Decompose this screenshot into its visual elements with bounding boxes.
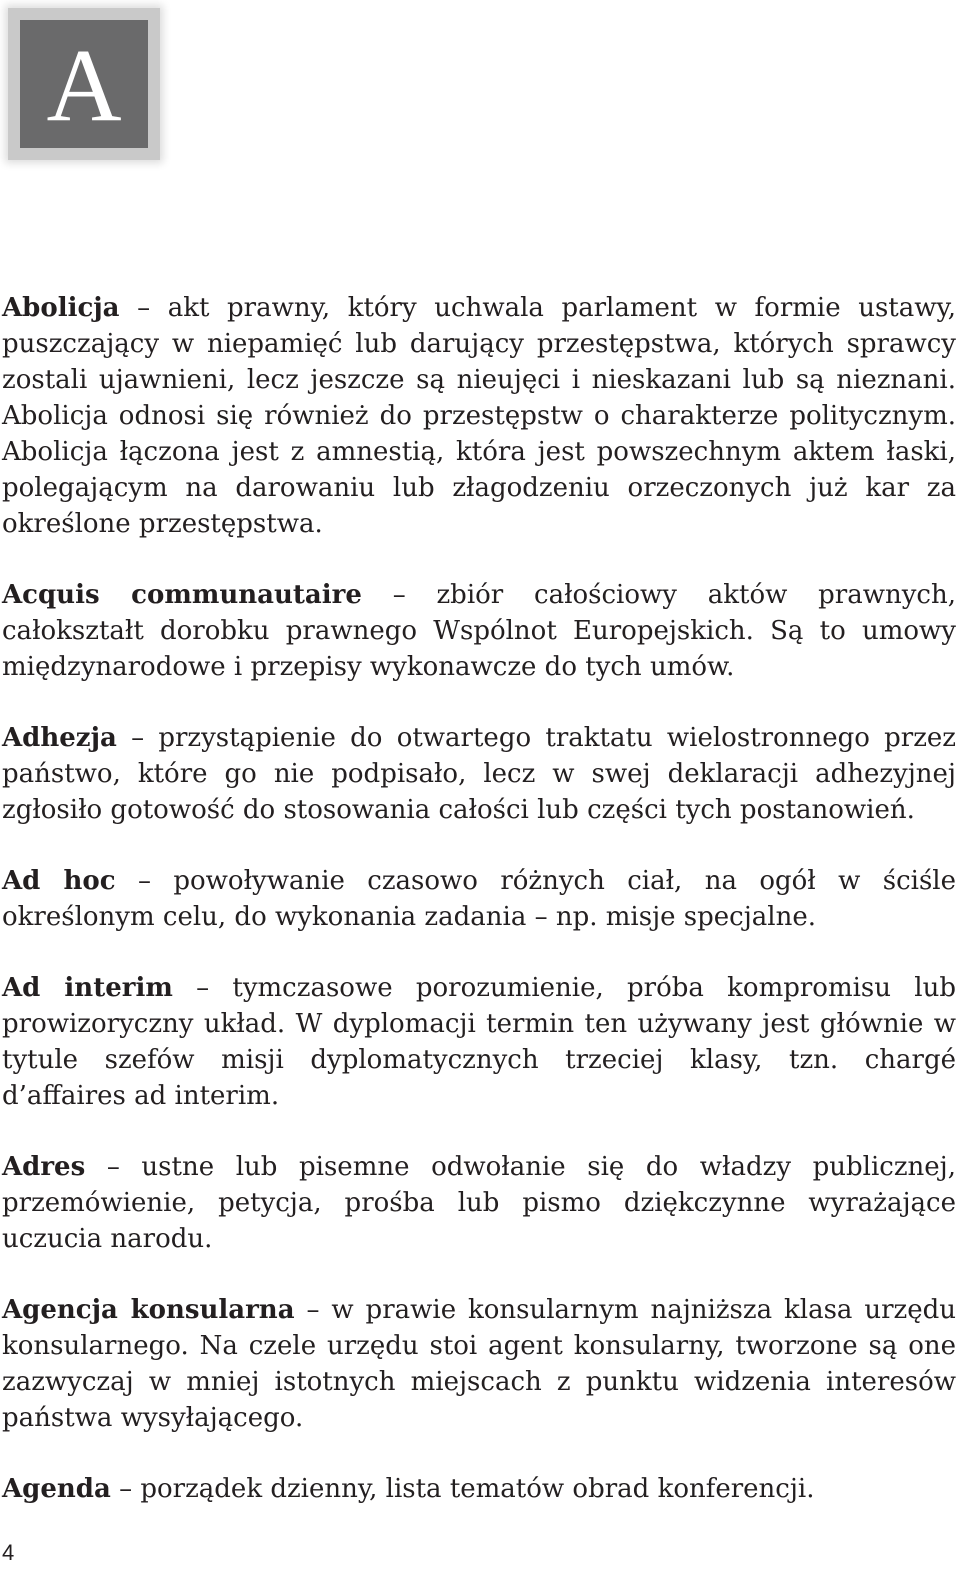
section-letter: A bbox=[46, 28, 122, 143]
section-letter-frame bbox=[8, 8, 160, 160]
glossary-entry-ad-interim bbox=[2, 970, 956, 1114]
glossary-entry-agencja-konsularna bbox=[2, 1292, 956, 1436]
entry-term: Agenda bbox=[2, 1474, 111, 1504]
entry-definition: – zbiór całościowy aktów prawnych, całokształt dorobku prawnego Wspólnot Europejskich. Są to umowy międzynarodowe i przepisy wykonawcze do tych umów. bbox=[2, 580, 956, 682]
entry-term: Agencja konsularna bbox=[2, 1295, 295, 1325]
glossary-entries bbox=[2, 290, 956, 1542]
entry-definition: – tymczasowe porozumienie, próba kompromisu lub prowizoryczny układ. W dyplomacji termin ten używany jest głównie w tytule szefów misji dyplomatycznych trzeciej klasy, tzn. chargé d’affaires ad interim. bbox=[2, 973, 956, 1111]
entry-definition: – w prawie konsularnym najniższa klasa urzędu konsularnego. Na czele urzędu stoi agent konsularny, tworzone są one zazwyczaj w mniej istotnych miejscach z punktu widzenia interesów państwa wysyłającego. bbox=[2, 1295, 956, 1433]
entry-definition: – przystąpienie do otwartego traktatu wielostronnego przez państwo, które go nie podpisało, lecz w swej deklaracji adhezyjnej zgłosiło gotowość do stosowania całości lub części tych postanowień. bbox=[2, 723, 956, 825]
glossary-entry-adres bbox=[2, 1149, 956, 1257]
entry-term: Adres bbox=[2, 1152, 86, 1182]
entry-term: Adhezja bbox=[2, 723, 117, 753]
entry-definition: – porządek dzienny, lista tematów obrad konferencji. bbox=[110, 1474, 815, 1504]
glossary-entry-acquis-communautaire bbox=[2, 577, 956, 685]
entry-term: Acquis communautaire bbox=[2, 580, 362, 610]
glossary-entry-adhezja bbox=[2, 720, 956, 828]
entry-definition: – powoływanie czasowo różnych ciał, na ogół w ściśle określonym celu, do wykonania zadania – np. misje specjalne. bbox=[2, 866, 957, 932]
glossary-entry-ad-hoc bbox=[2, 863, 956, 935]
entry-definition: – ustne lub pisemne odwołanie się do władzy publicznej, przemówienie, petycja, prośba lub pismo dziękczynne wyrażające uczucia narodu. bbox=[2, 1152, 956, 1254]
entry-term: Ad hoc bbox=[2, 866, 116, 896]
entry-definition: – akt prawny, który uchwala parlament w formie ustawy, puszczający w niepamięć lub darujący przestępstwa, których sprawcy zostali ujawnieni, lecz jeszcze są nieujęci i nieskazani lub są nieznani. Abolicja odnosi się również do przestępstw o charakterze politycznym. Abolicja łączona jest z amnestią, która jest powszechnym aktem łaski, polegającym na darowaniu lub złagodzeniu orzeczonych już kar za określone przestępstwa. bbox=[2, 293, 956, 539]
entry-term: Abolicja bbox=[2, 293, 120, 323]
entry-term: Ad interim bbox=[2, 973, 173, 1003]
glossary-entry-agenda bbox=[2, 1471, 956, 1507]
page-number: 4 bbox=[2, 1540, 15, 1565]
glossary-entry-abolicja bbox=[2, 290, 956, 542]
section-letter-box bbox=[20, 20, 148, 148]
